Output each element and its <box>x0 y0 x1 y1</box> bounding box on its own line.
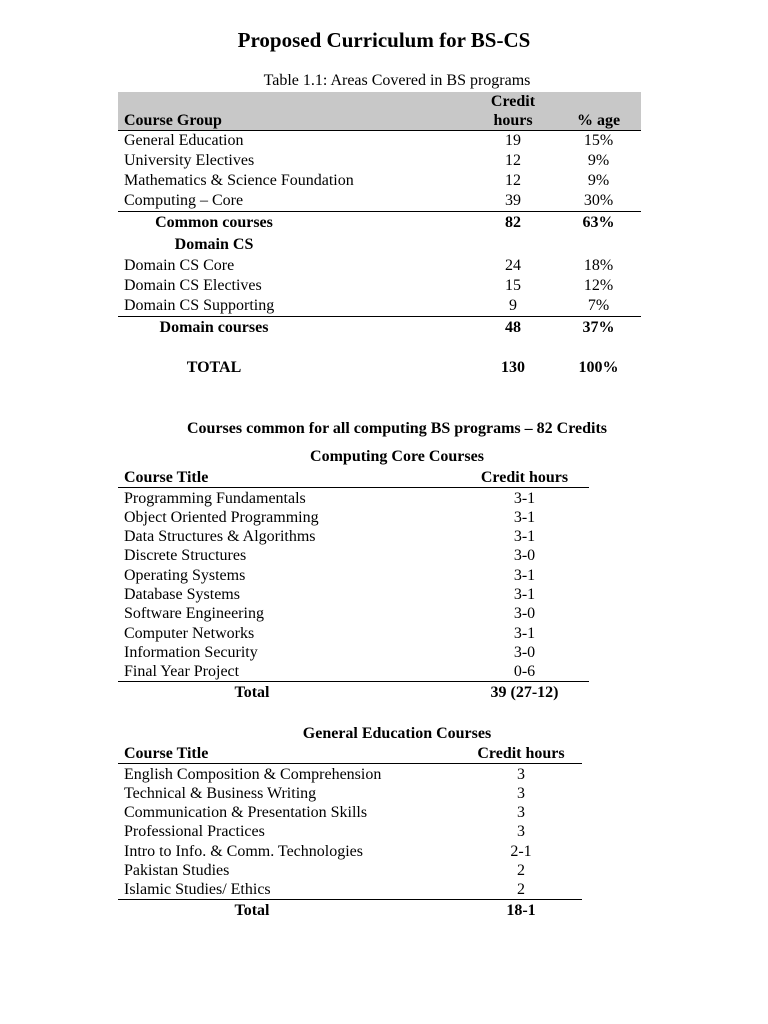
table-row <box>118 784 582 803</box>
areas-table <box>118 92 641 379</box>
course-title-cell: Professional Practices <box>124 823 265 841</box>
table-row <box>118 131 641 152</box>
credit-hours-cell: 3 <box>517 765 525 783</box>
common-courses-heading: Courses common for all computing BS programs – 82 Credits <box>187 420 607 437</box>
pct-cell: 9% <box>587 152 610 169</box>
pct-cell: 7% <box>587 297 610 314</box>
credit-hours-cell: 2-1 <box>510 842 532 860</box>
table-row <box>118 585 589 604</box>
credit-hours-cell: 3-0 <box>513 605 536 623</box>
table-row <box>118 841 582 860</box>
common-courses-pct: 63% <box>556 212 641 235</box>
credit-hours-cell: 3-0 <box>513 547 536 565</box>
credits-cell: 9 <box>509 297 517 314</box>
table-row <box>118 803 582 822</box>
credit-hours-cell: 3-1 <box>513 508 536 526</box>
common-courses-total-row <box>118 212 641 235</box>
general-education-table <box>118 744 582 920</box>
grand-total-row <box>118 357 641 379</box>
course-title-cell: Islamic Studies/ Ethics <box>124 881 271 899</box>
course-title-cell: Technical & Business Writing <box>124 784 317 802</box>
credits-cell: 12 <box>505 172 521 189</box>
common-courses-label: Common courses <box>118 212 470 235</box>
table-row <box>118 256 641 276</box>
domain-cs-heading: Domain CS <box>174 236 254 253</box>
credits-cell: 24 <box>505 257 521 274</box>
course-title-cell: Discrete Structures <box>124 547 247 565</box>
header-pct-age: % age <box>576 112 621 129</box>
header-course-group: Course Group <box>124 112 222 129</box>
table-row <box>118 151 641 171</box>
table-row <box>118 296 641 317</box>
table-row <box>118 276 641 296</box>
areas-table-header-row <box>118 111 641 131</box>
course-group-cell: General Education <box>124 132 244 149</box>
computing-core-heading: Computing Core Courses <box>310 448 484 465</box>
course-group-cell: Computing – Core <box>124 192 244 209</box>
table-row <box>118 527 589 546</box>
general-education-heading: General Education Courses <box>302 725 492 742</box>
credit-hours-cell: 3-1 <box>513 566 536 584</box>
domain-courses-total-row <box>118 317 641 340</box>
table-row <box>118 662 589 682</box>
course-title-cell: Pakistan Studies <box>124 862 230 880</box>
domain-courses-pct: 37% <box>556 317 641 340</box>
table-row <box>118 191 641 212</box>
course-title-cell: Intro to Info. & Comm. Technologies <box>124 842 363 860</box>
course-title-cell: Information Security <box>124 643 258 661</box>
pct-cell: 12% <box>583 277 614 294</box>
course-title-cell: Computer Networks <box>124 624 255 642</box>
header-hours: hours <box>493 112 533 129</box>
total-row <box>118 900 582 920</box>
table-row <box>118 546 589 565</box>
course-group-cell: Domain CS Supporting <box>124 297 275 314</box>
table-row <box>118 508 589 527</box>
pct-cell: 15% <box>583 132 614 149</box>
credits-cell: 39 <box>505 192 521 209</box>
course-title-cell: Programming Fundamentals <box>124 489 306 507</box>
table-row <box>118 623 589 642</box>
course-title-cell: Operating Systems <box>124 566 246 584</box>
course-group-cell: Domain CS Electives <box>124 277 262 294</box>
credit-hours-cell: 3-1 <box>513 489 536 507</box>
computing-core-table <box>118 468 589 702</box>
areas-table-header-row <box>118 92 641 111</box>
total-label: Total <box>118 900 460 920</box>
total-credits: 18-1 <box>460 900 582 920</box>
table-row <box>118 880 582 900</box>
course-group-cell: Domain CS Core <box>124 257 235 274</box>
course-title-cell: Object Oriented Programming <box>124 508 319 526</box>
credit-hours-cell: 3 <box>517 823 525 841</box>
credit-hours-cell: 3-1 <box>513 624 536 642</box>
table-row <box>118 764 582 784</box>
table-header-row <box>118 468 589 488</box>
credits-cell: 15 <box>505 277 521 294</box>
credit-hours-cell: 3-0 <box>513 643 536 661</box>
page-title: Proposed Curriculum for BS-CS <box>237 28 531 52</box>
header-course-title: Course Title <box>118 744 460 764</box>
credits-cell: 12 <box>505 152 521 169</box>
course-title-cell: Final Year Project <box>124 663 240 681</box>
total-row <box>118 682 589 702</box>
grand-total-pct: 100% <box>578 359 619 376</box>
course-title-cell: Data Structures & Algorithms <box>124 528 316 546</box>
table-row <box>118 171 641 191</box>
header-credit: Credit <box>490 93 536 110</box>
credits-cell: 19 <box>505 132 521 149</box>
credit-hours-cell: 3-1 <box>513 528 536 546</box>
table-row <box>118 861 582 880</box>
domain-courses-credits: 48 <box>470 317 556 340</box>
common-courses-credits: 82 <box>470 212 556 235</box>
table-row <box>118 822 582 841</box>
course-title-cell: Software Engineering <box>124 605 264 623</box>
course-group-cell: Mathematics & Science Foundation <box>124 172 354 189</box>
pct-cell: 18% <box>583 257 614 274</box>
credit-hours-cell: 2 <box>517 881 525 899</box>
credit-hours-cell: 3 <box>517 784 525 802</box>
course-title-cell: Database Systems <box>124 586 240 604</box>
course-title-cell: Communication & Presentation Skills <box>124 804 368 822</box>
course-group-cell: University Electives <box>124 152 255 169</box>
pct-cell: 30% <box>583 192 614 209</box>
pct-cell: 9% <box>587 172 610 189</box>
table-row <box>118 488 589 508</box>
grand-total-credits: 130 <box>501 359 525 376</box>
domain-cs-heading-row <box>118 234 641 256</box>
table-row <box>118 565 589 584</box>
credit-hours-cell: 2 <box>517 862 525 880</box>
credit-hours-cell: 3 <box>517 804 525 822</box>
grand-total-label: TOTAL <box>186 359 242 376</box>
credit-hours-cell: 0-6 <box>513 663 536 681</box>
course-title-cell: English Composition & Comprehension <box>124 765 382 783</box>
credit-hours-cell: 3-1 <box>513 586 536 604</box>
header-credit-hours: Credit hours <box>460 468 589 488</box>
table-row <box>118 604 589 623</box>
header-course-title: Course Title <box>118 468 460 488</box>
domain-courses-label: Domain courses <box>118 317 470 340</box>
areas-table-caption: Table 1.1: Areas Covered in BS programs <box>263 72 531 89</box>
header-credit-hours: Credit hours <box>460 744 582 764</box>
table-header-row <box>118 744 582 764</box>
total-label: Total <box>118 682 460 702</box>
table-row <box>118 643 589 662</box>
total-credits: 39 (27-12) <box>460 682 589 702</box>
